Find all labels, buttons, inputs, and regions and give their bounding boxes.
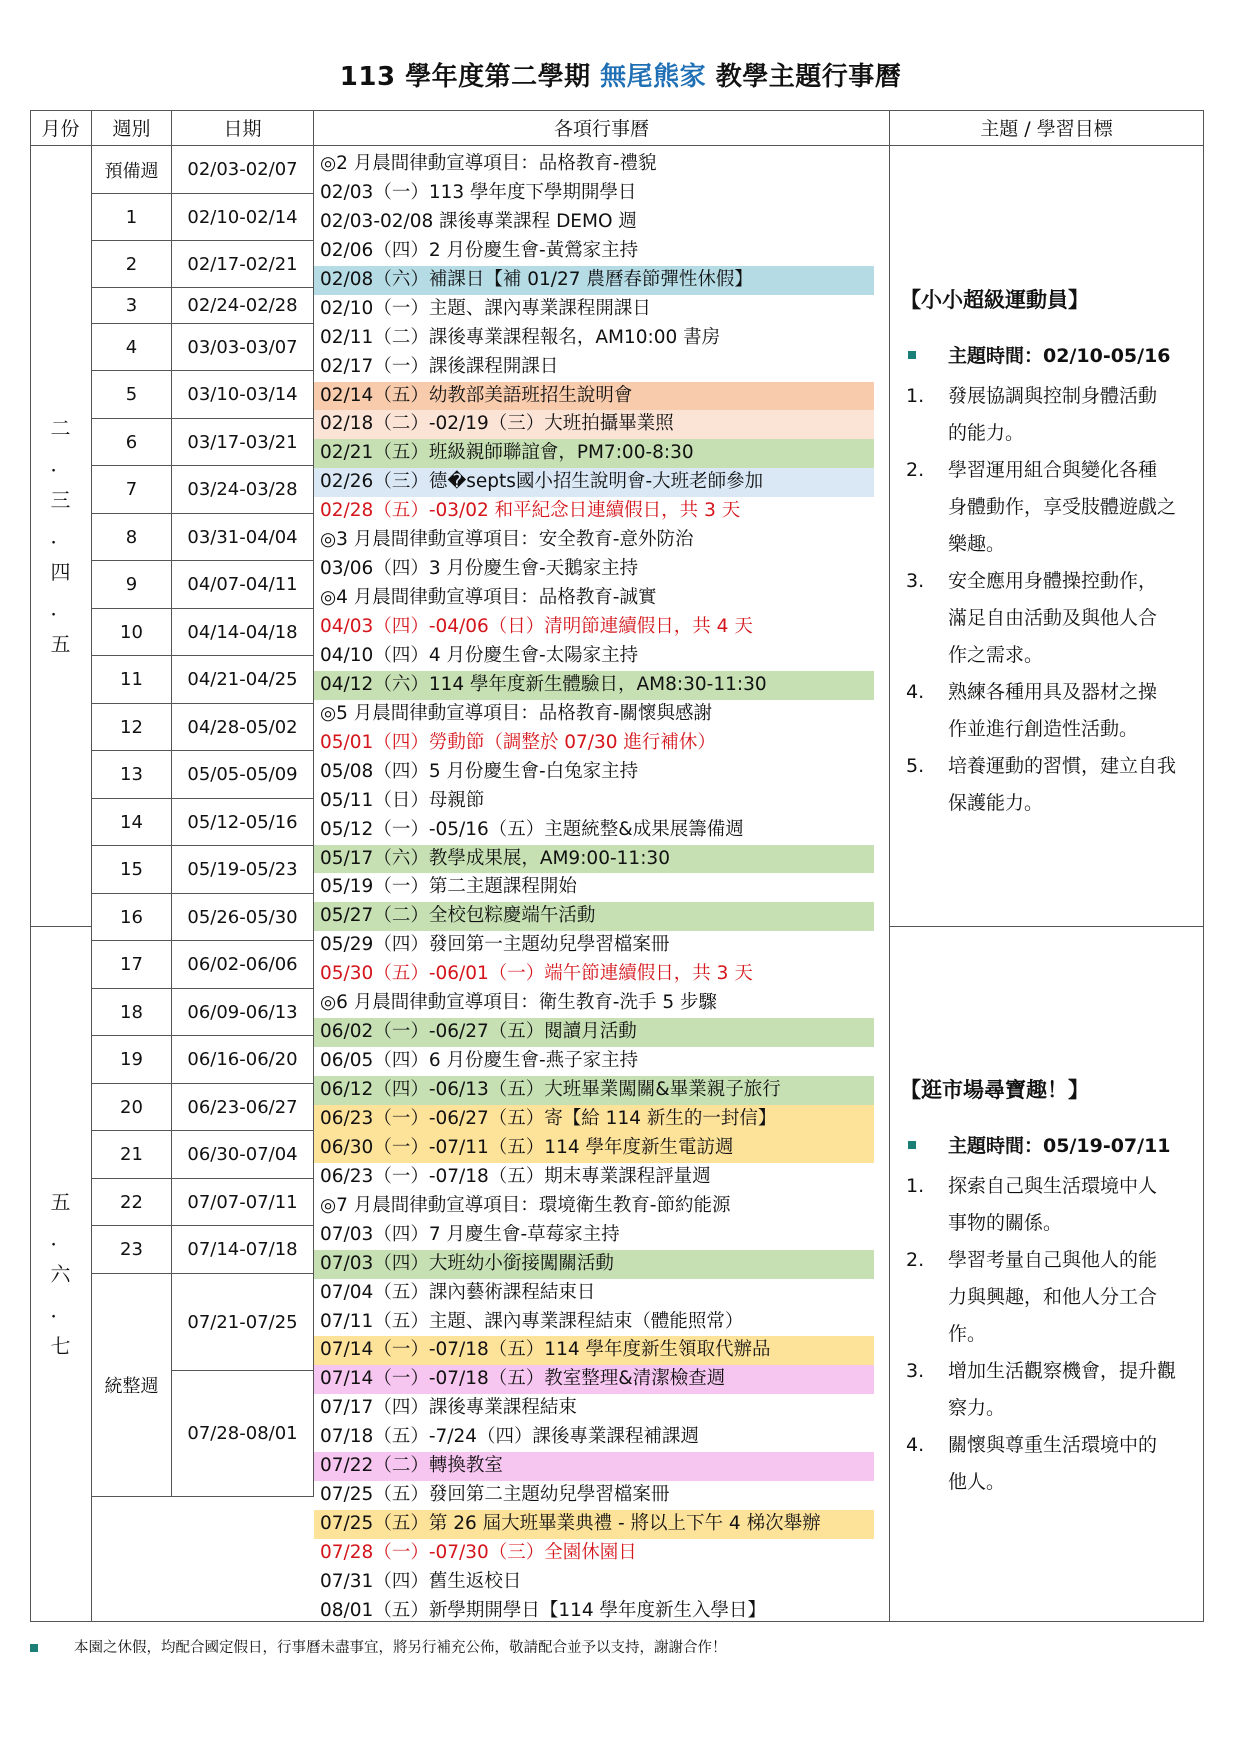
- week-cell: 13: [92, 751, 172, 799]
- title-class-name: 無尾熊家: [600, 62, 707, 92]
- goal-number: 2.: [906, 1249, 925, 1271]
- goal-line: 作。: [948, 1323, 987, 1345]
- event-item: 05/12（一）-05/16（五）主題統整&成果展籌備週: [320, 818, 744, 840]
- month-char: 六: [50, 1262, 71, 1286]
- goal-item: [900, 1242, 1192, 1353]
- week-cell: 7: [92, 466, 172, 514]
- event-item: 05/08（四）5 月份慶生會-白兔家主持: [320, 760, 639, 782]
- event-item: 05/11（日）母親節: [320, 789, 485, 811]
- event-item: 02/28（五）-03/02 和平紀念日連續假日，共 3 天: [320, 500, 741, 522]
- week-cell: 23: [92, 1226, 172, 1274]
- event-item: 07/03（四）7 月慶生會-草莓家主持: [320, 1223, 620, 1245]
- event-item: 02/26（三）德�septs國小招生說明會-大班老師參加: [314, 468, 874, 497]
- header-month: 月份: [30, 110, 92, 146]
- goal-line: 關懷與尊重生活環境中的: [948, 1434, 1158, 1456]
- header-theme: 主題 / 學習目標: [890, 110, 1204, 146]
- date-cell: 05/26-05/30: [172, 894, 314, 941]
- goal-line: 增加生活觀察機會，提升觀: [948, 1360, 1177, 1382]
- event-item: ◎7 月晨間律動宣導項目：環境衛生教育-節約能源: [320, 1194, 731, 1216]
- event-item: 07/11（五）主題、課內專業課程結束（體能照常）: [320, 1310, 744, 1332]
- event-item: 02/14（五）幼教部美語班招生說明會: [314, 382, 874, 411]
- goal-item: [900, 1168, 1192, 1242]
- week-cell: 17: [92, 941, 172, 989]
- week-cell: 1: [92, 194, 172, 241]
- event-item: 02/11（二）課後專業課程報名，AM10:00 書房: [320, 326, 721, 348]
- week-cell: 19: [92, 1036, 172, 1084]
- date-cell: 07/21-07/25: [172, 1274, 314, 1371]
- event-item: 06/30（一）-07/11（五）114 學年度新生電訪週: [314, 1134, 874, 1163]
- goal-line: 力與興趣，和他人分工合: [948, 1286, 1158, 1308]
- theme-time-text: 主題時間：02/10-05/16: [948, 345, 1171, 367]
- date-cell: 07/07-07/11: [172, 1179, 314, 1226]
- goal-item: [900, 563, 1192, 674]
- goal-line: 發展協調與控制身體活動: [948, 385, 1158, 407]
- event-item: 04/10（四）4 月份慶生會-太陽家主持: [320, 644, 639, 666]
- title-prefix: 113 學年度第二學期: [339, 62, 601, 92]
- event-item: 03/06（四）3 月份慶生會-天鵝家主持: [320, 558, 639, 580]
- event-item: 07/25（五）發回第二主題幼兒學習檔案冊: [320, 1484, 670, 1506]
- goal-item: [900, 378, 1192, 452]
- goal-item: [900, 1353, 1192, 1427]
- date-cell: 06/30-07/04: [172, 1131, 314, 1179]
- month-cell: [30, 146, 92, 927]
- event-item: 07/04（五）課內藝術課程結束日: [320, 1281, 596, 1303]
- event-item: 08/01（五）新學期開學日【114 學年度新生入學日】: [320, 1599, 767, 1621]
- event-item: 07/14（一）-07/18（五）114 學年度新生領取代辦品: [314, 1336, 874, 1365]
- date-cell: 07/28-08/01: [172, 1371, 314, 1497]
- date-cell: 04/28-05/02: [172, 704, 314, 751]
- event-item: 04/03（四）-04/06（日）清明節連續假日，共 4 天: [320, 616, 753, 637]
- date-cell: 06/09-06/13: [172, 989, 314, 1036]
- event-item: 07/31（四）舊生返校日: [320, 1570, 522, 1592]
- week-cell: 14: [92, 799, 172, 846]
- date-cell: 03/31-04/04: [172, 514, 314, 561]
- date-cell: 07/14-07/18: [172, 1226, 314, 1274]
- month-char: 五: [50, 1190, 71, 1214]
- event-item: 07/22（二）轉換教室: [314, 1452, 874, 1481]
- week-cell: 12: [92, 704, 172, 751]
- goal-line: 他人。: [948, 1471, 1006, 1493]
- month-char: ．: [50, 1298, 71, 1322]
- month-cell: [30, 927, 92, 1622]
- week-cell: 18: [92, 989, 172, 1036]
- date-cell: 03/24-03/28: [172, 466, 314, 514]
- event-item: 05/19（一）第二主題課程開始: [320, 876, 577, 898]
- goal-number: 2.: [906, 459, 925, 481]
- event-item: 02/17（一）課後課程開課日: [320, 355, 559, 377]
- event-item: 02/03（一）113 學年度下學期開學日: [320, 181, 637, 203]
- square-bullet-icon: [908, 1141, 916, 1149]
- goal-number: 4.: [906, 1434, 925, 1456]
- event-item: 07/18（五）-7/24（四）課後專業課程補課週: [320, 1426, 700, 1448]
- date-cell: 04/07-04/11: [172, 561, 314, 609]
- header-week: 週別: [92, 110, 172, 146]
- goal-number: 5.: [906, 755, 925, 777]
- month-char: 二: [50, 416, 71, 440]
- week-cell: 15: [92, 846, 172, 894]
- goal-line: 的能力。: [948, 422, 1025, 444]
- date-cell: 03/03-03/07: [172, 324, 314, 371]
- goal-number: 1.: [906, 1175, 925, 1197]
- event-item: 07/25（五）第 26 屆大班畢業典禮 - 將以上下午 4 梯次舉辦: [314, 1510, 874, 1539]
- date-cell: 04/21-04/25: [172, 656, 314, 704]
- goal-line: 保護能力。: [948, 792, 1044, 814]
- goal-number: 4.: [906, 681, 925, 703]
- theme-time: [900, 338, 1192, 374]
- date-cell: 06/16-06/20: [172, 1036, 314, 1084]
- goal-line: 作並進行創造性活動。: [948, 718, 1139, 740]
- event-item: 02/18（二）-02/19（三）大班拍攝畢業照: [314, 410, 874, 439]
- event-item: 02/03-02/08 課後專業課程 DEMO 週: [320, 210, 637, 232]
- date-cell: 03/10-03/14: [172, 371, 314, 419]
- theme-title: 【小小超級運動員】: [900, 288, 1089, 312]
- goal-line: 學習運用組合與變化各種: [948, 459, 1158, 481]
- date-cell: 02/10-02/14: [172, 194, 314, 241]
- goal-item: [900, 674, 1192, 748]
- footnote-text: 本園之休假，均配合國定假日，行事曆未盡事宜，將另行補充公佈，敬請配合並予以支持，謝謝合作！: [74, 1640, 727, 1656]
- week-cell: 21: [92, 1131, 172, 1179]
- event-item: 06/02（一）-06/27（五）閱讀月活動: [314, 1018, 874, 1047]
- event-item: 07/17（四）課後專業課程結束: [320, 1397, 577, 1419]
- event-item: 02/21（五）班級親師聯誼會，PM7:00-8:30: [314, 439, 874, 468]
- goal-line: 學習考量自己與他人的能: [948, 1249, 1158, 1271]
- event-item: 06/12（四）-06/13（五）大班畢業闖關&畢業親子旅行: [314, 1076, 874, 1105]
- week-cell: 16: [92, 894, 172, 941]
- event-item: 06/23（一）-07/18（五）期末專業課程評量週: [320, 1165, 711, 1187]
- event-item: 02/06（四）2 月份慶生會-黃鶯家主持: [320, 239, 639, 261]
- event-item: 06/05（四）6 月份慶生會-燕子家主持: [320, 1050, 639, 1072]
- month-char: ．: [50, 452, 71, 476]
- goal-line: 安全應用身體操控動作，: [948, 570, 1158, 592]
- goal-line: 探索自己與生活環境中人: [948, 1175, 1158, 1197]
- goal-line: 察力。: [948, 1397, 1006, 1419]
- event-item: 05/30（五）-06/01（一）端午節連續假日，共 3 天: [320, 963, 753, 985]
- theme-block-1: [890, 284, 1204, 822]
- week-cell: 預備週: [92, 146, 172, 194]
- event-item: 07/03（四）大班幼小銜接闖關活動: [314, 1250, 874, 1279]
- week-cell: 9: [92, 561, 172, 609]
- event-item: ◎3 月晨間律動宣導項目：安全教育-意外防治: [320, 529, 694, 551]
- goal-item: [900, 452, 1192, 563]
- square-bullet-icon: [908, 351, 916, 359]
- goal-line: 培養運動的習慣，建立自我: [948, 755, 1177, 777]
- event-item: ◎2 月晨間律動宣導項目：品格教育-禮貌: [320, 153, 657, 174]
- week-cell: 5: [92, 371, 172, 419]
- date-cell: 05/19-05/23: [172, 846, 314, 894]
- header-date: 日期: [172, 110, 314, 146]
- title-suffix: 教學主題行事曆: [706, 62, 902, 92]
- event-item: ◎4 月晨間律動宣導項目：品格教育-誠實: [320, 587, 657, 609]
- month-char: 四: [50, 560, 71, 584]
- date-cell: 05/12-05/16: [172, 799, 314, 846]
- week-cell: 2: [92, 241, 172, 288]
- month-char: ．: [50, 524, 71, 548]
- week-cell: 6: [92, 419, 172, 466]
- goal-line: 樂趣。: [948, 533, 1006, 555]
- goal-number: 1.: [906, 385, 925, 407]
- month-char: ．: [50, 1226, 71, 1250]
- event-item: 05/29（四）發回第一主題幼兒學習檔案冊: [320, 934, 670, 956]
- goal-line: 滿足自由活動及與他人合: [948, 607, 1158, 629]
- theme-time-text: 主題時間：05/19-07/11: [948, 1135, 1171, 1157]
- week-cell: 11: [92, 656, 172, 704]
- event-item: 02/10（一）主題、課內專業課程開課日: [320, 297, 651, 319]
- goal-item: [900, 748, 1192, 822]
- date-cell: 06/23-06/27: [172, 1084, 314, 1131]
- event-item: 05/17（六）教學成果展，AM9:00-11:30: [314, 845, 874, 874]
- theme-block-2: [890, 1074, 1204, 1501]
- event-item: 07/14（一）-07/18（五）教室整理&清潔檢查週: [314, 1365, 874, 1394]
- goal-line: 作之需求。: [948, 644, 1044, 666]
- week-cell: 8: [92, 514, 172, 561]
- goal-item: [900, 1427, 1192, 1501]
- theme-time: [900, 1128, 1192, 1164]
- square-bullet-icon: [30, 1644, 38, 1652]
- event-item: 05/01（四）勞動節（調整於 07/30 進行補休）: [320, 731, 716, 753]
- date-cell: 02/03-02/07: [172, 146, 314, 194]
- date-cell: 02/24-02/28: [172, 288, 314, 324]
- goal-number: 3.: [906, 1360, 925, 1382]
- goal-line: 事物的關係。: [948, 1212, 1063, 1234]
- theme-title: 【逛市場尋寶趣！】: [900, 1078, 1089, 1102]
- month-char: 五: [50, 632, 71, 656]
- calendar-table: [30, 110, 1204, 1622]
- month-char: ．: [50, 596, 71, 620]
- week-cell: 10: [92, 609, 172, 656]
- date-cell: 05/05-05/09: [172, 751, 314, 799]
- date-cell: 03/17-03/21: [172, 419, 314, 466]
- date-cell: 06/02-06/06: [172, 941, 314, 989]
- event-item: 04/12（六）114 學年度新生體驗日，AM8:30-11:30: [314, 671, 874, 700]
- week-cell: 統整週: [92, 1274, 172, 1497]
- date-cell: 04/14-04/18: [172, 609, 314, 656]
- footnote: [30, 1636, 727, 1657]
- week-cell: 3: [92, 288, 172, 324]
- event-item: 02/08（六）補課日【補 01/27 農曆春節彈性休假】: [314, 266, 874, 295]
- date-cell: 02/17-02/21: [172, 241, 314, 288]
- event-item: 05/27（二）全校包粽慶端午活動: [314, 902, 874, 931]
- events-list: [314, 146, 890, 1622]
- goal-line: 身體動作，享受肢體遊戲之: [948, 496, 1177, 518]
- goal-line: 熟練各種用具及器材之操: [948, 681, 1158, 703]
- month-char: 三: [50, 488, 71, 512]
- event-item: 06/23（一）-06/27（五）寄【給 114 新生的一封信】: [314, 1105, 874, 1134]
- page-title: [0, 56, 1241, 93]
- month-char: 七: [50, 1334, 71, 1358]
- event-item: ◎5 月晨間律動宣導項目：品格教育-關懷與感謝: [320, 702, 712, 724]
- week-cell: 4: [92, 324, 172, 371]
- event-item: 07/28（一）-07/30（三）全園休園日: [320, 1542, 637, 1563]
- week-cell: 22: [92, 1179, 172, 1226]
- goal-number: 3.: [906, 570, 925, 592]
- week-cell: 20: [92, 1084, 172, 1131]
- event-item: ◎6 月晨間律動宣導項目：衛生教育-洗手 5 步驟: [320, 992, 718, 1014]
- header-events: 各項行事曆: [314, 110, 890, 146]
